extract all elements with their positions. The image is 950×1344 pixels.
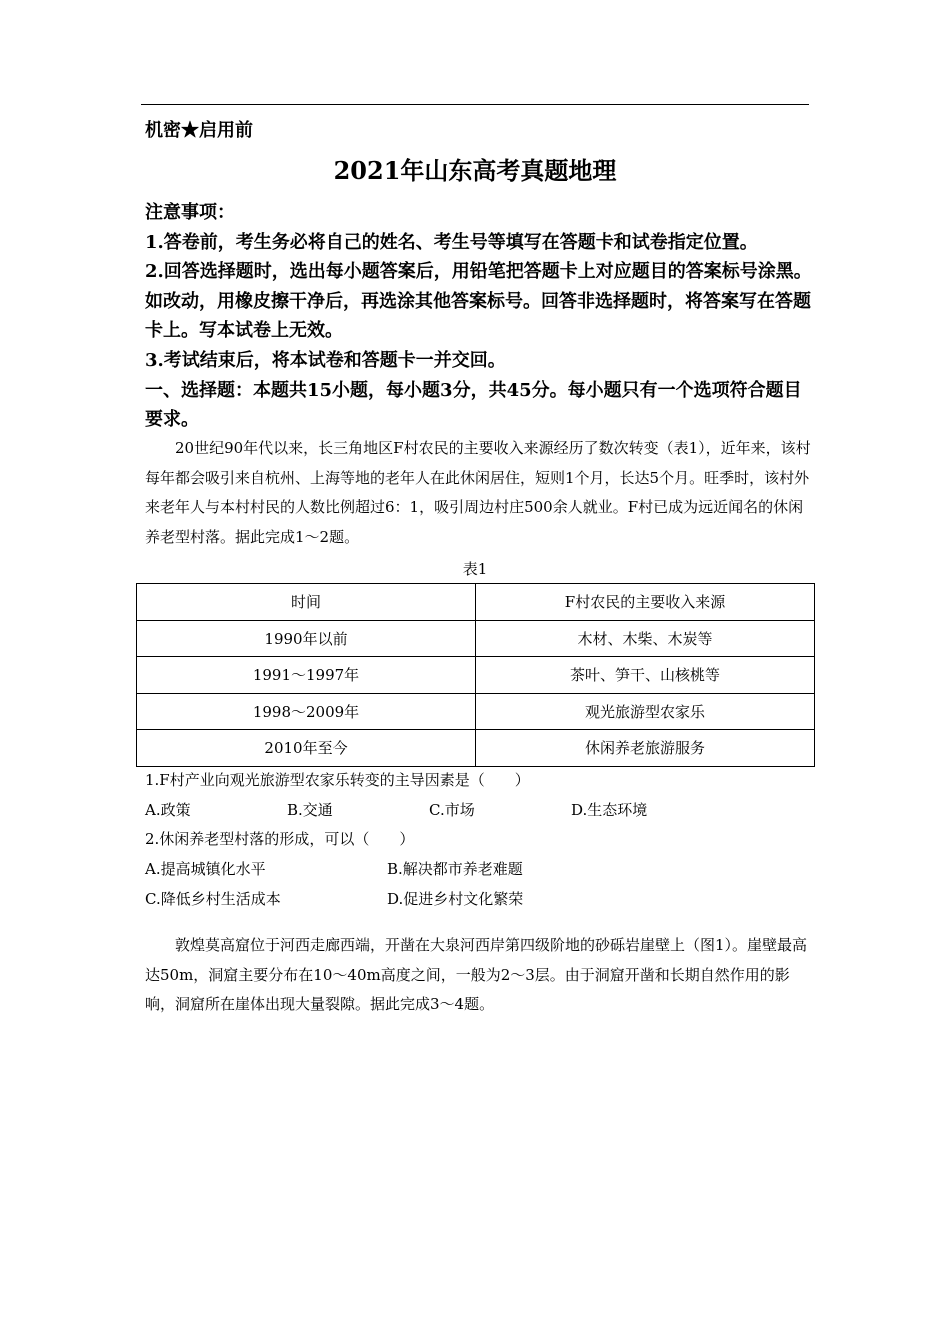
- instruction-item: 3.考试结束后，将本试卷和答题卡一并交回。: [145, 349, 506, 371]
- table-cell-period: 1990年以前: [137, 620, 476, 657]
- passage-1: [145, 434, 813, 552]
- table-cell-period: 1998～2009年: [137, 693, 476, 730]
- instructions: [145, 198, 813, 435]
- option-b: B.交通: [287, 800, 333, 819]
- exam-title: 2021年山东高考真题地理: [333, 156, 617, 185]
- table-row: [137, 730, 815, 767]
- table-row: [137, 693, 815, 730]
- table-caption: 表1: [462, 560, 488, 578]
- table-cell-income: 木材、木柴、木炭等: [476, 620, 815, 657]
- passage-2-text: 敦煌莫高窟位于河西走廊西端，开凿在大泉河西岸第四级阶地的砂砾岩崖壁上（图1）。崖壁最高达50m，洞窟主要分布在10～40m高度之间，一般为2～3层。由于洞窟开凿和长期自然作用的影响，洞窟所在崖体出现大量裂隙。据此完成3～4题。: [145, 936, 808, 1013]
- option-c: C.降低乡村生活成本: [145, 889, 281, 908]
- instruction-item: 2.回答选择题时，选出每小题答案后，用铅笔把答题卡上对应题目的答案标号涂黑。如改动，用橡皮擦干净后，再选涂其他答案标号。回答非选择题时，将答案写在答题卡上。写本试卷上无效。: [145, 261, 812, 342]
- passage-1-text: 20世纪90年代以来，长三角地区F村农民的主要收入来源经历了数次转变（表1），近年来，该村每年都会吸引来自杭州、上海等地的老年人在此休闲居住，短则1个月，长达5个月。旺季时，该村外来老年人与本村村民的人数比例超过6：1，吸引周边村庄500余人就业。F村已成为远近闻名的休闲养老型村落。据此完成1～2题。: [145, 439, 811, 546]
- questions: [145, 766, 813, 915]
- option-a: A.政策: [145, 800, 191, 819]
- table-cell-period: 2010年至今: [137, 730, 476, 767]
- option-d: D.生态环境: [571, 800, 648, 819]
- table-cell-income: 休闲养老旅游服务: [476, 730, 815, 767]
- option-d: D.促进乡村文化繁荣: [387, 889, 524, 908]
- confidential-label: 机密★启用前: [145, 120, 253, 141]
- question-2-stem: 2.休闲养老型村落的形成，可以（ ）: [145, 830, 415, 849]
- instructions-heading: 注意事项：: [145, 202, 235, 223]
- passage-2: [145, 916, 813, 1035]
- table-header-row: [137, 584, 815, 621]
- header-rule: [141, 104, 809, 105]
- option-a: A.提高城镇化水平: [145, 860, 266, 879]
- question-2-options-row-2: [145, 885, 813, 915]
- table-cell-income: 观光旅游型农家乐: [476, 693, 815, 730]
- table-row: [137, 657, 815, 694]
- table-header-cell: F村农民的主要收入来源: [476, 584, 815, 621]
- table-header-cell: 时间: [137, 584, 476, 621]
- instruction-item: 1.答卷前，考生务必将自己的姓名、考生号等填写在答题卡和试卷指定位置。: [145, 231, 758, 253]
- question-2-options-row-1: [145, 855, 813, 885]
- option-c: C.市场: [429, 800, 475, 819]
- table-row: [137, 620, 815, 657]
- table-cell-income: 茶叶、笋干、山核桃等: [476, 657, 815, 694]
- question-1-options: [145, 796, 813, 826]
- option-b: B.解决都市养老难题: [387, 860, 523, 879]
- question-1-stem: 1.F村产业向观光旅游型农家乐转变的主导因素是（ ）: [145, 771, 530, 789]
- income-table: [136, 583, 815, 767]
- table-cell-period: 1991～1997年: [137, 657, 476, 694]
- section-heading: 一、选择题：本题共15小题，每小题3分，共45分。每小题只有一个选项符合题目要求。: [145, 379, 802, 431]
